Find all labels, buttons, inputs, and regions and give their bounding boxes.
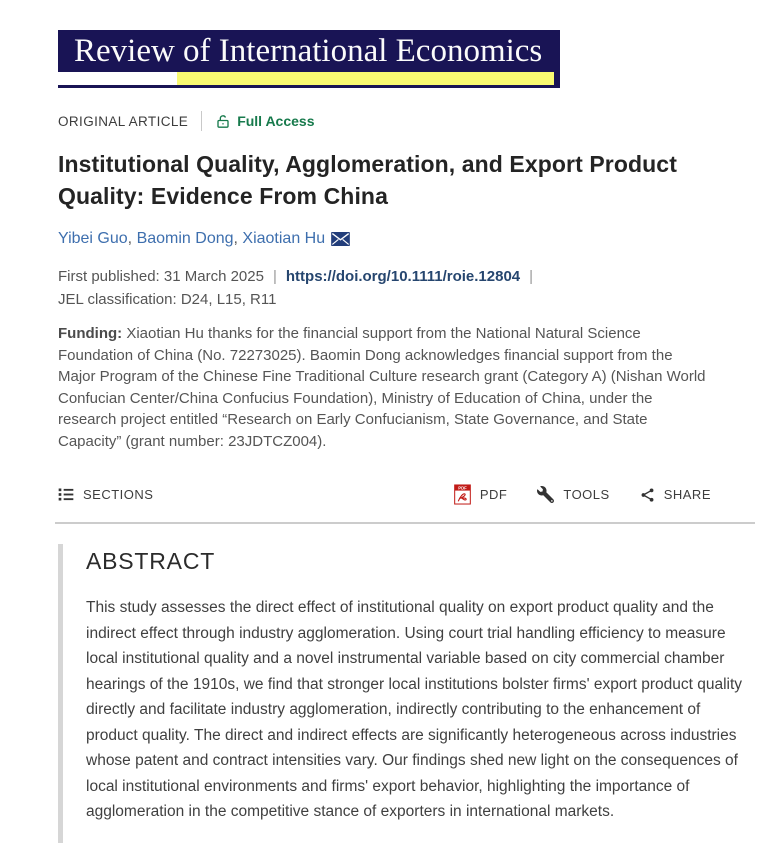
publication-info [58,265,711,311]
first-published-label: First published: [58,268,160,285]
page-title: Institutional Quality, Agglomeration, and Export Product Quality: Evidence From China [58,151,677,209]
abstract-heading: ABSTRACT [86,548,216,574]
sections-label: SECTIONS [83,487,154,502]
jel-codes: D24, L15, R11 [180,291,277,308]
funding-note [58,323,711,452]
jel-label: JEL classification: [58,291,177,308]
funding-text: Xiaotian Hu thanks for the financial support from the National Natural Science Foundation of China (No. 72273025). Baomin Dong acknowledges financial support from the Major Program of the Chinese Fine Traditional Culture research grant (Category A) (Nishan World Confucian Center/China Confucius Foundation), Ministry of Education of China, under the research project entitled “Research on Early Confucianism, State Governance, and State Capacity” (grant number: 23JDTCZ004). [58,325,706,450]
journal-title: Review of International Economics [74,33,543,69]
wrench-icon [537,486,554,503]
banner-strip-yellow [177,72,554,85]
first-published-date: 31 March 2025 [163,268,264,285]
svg-text:PDF: PDF [458,485,467,491]
tools-button[interactable] [537,486,609,503]
author-separator: , [233,230,243,247]
banner-strip-white [58,72,177,85]
journal-banner [58,30,560,88]
meta-divider [201,111,202,131]
article-type-label: ORIGINAL ARTICLE [58,113,189,129]
author-link[interactable]: Xiaotian Hu [242,230,326,247]
article-meta-row [58,111,711,131]
author-list [58,230,711,248]
doi-link[interactable]: https://doi.org/10.1111/roie.12804 [285,268,521,285]
share-icon [640,487,655,503]
banner-strip [58,72,554,85]
pipe-separator: | [529,268,534,285]
author-link[interactable]: Yibei Guo [58,230,128,247]
first-published-line [58,265,711,288]
abstract-text: This study assesses the direct effect of institutional quality on export product quality and the indirect effect through industry agglomeration. Using court trial handling efficiency to measure local institutional quality and a novel instrumental variable based on city commercial chamber hearings of the 1910s, we find that stronger local institutions bolster firms' export product quality directly and facilitate industry agglomeration, indirectly contributing to the enhancement of product quality. The direct and indirect effects are significantly heterogeneous across industries whose patent and contract intensities vary. Our findings shed new light on the consequences of local institutional environments and firms' export behavior, highlighting the importance of agglomeration in the competitive stance of exporters in international markets. [86,599,743,820]
pdf-label: PDF [479,487,508,502]
pipe-separator: | [272,268,277,285]
toolbar-divider [55,522,755,524]
access-badge [215,113,314,130]
sections-button[interactable] [58,487,153,502]
pdf-file-icon [454,484,471,505]
author-separator: , [127,230,137,247]
open-lock-icon [215,113,231,130]
tools-label: TOOLS [563,487,610,502]
share-button[interactable] [640,487,711,503]
share-label: SHARE [663,487,711,502]
abstract-section [58,544,755,843]
author-link[interactable]: Baomin Dong [136,230,234,247]
funding-label: Funding: [58,325,123,342]
article-toolbar [58,484,711,505]
pdf-button[interactable] [454,484,508,505]
jel-line [58,288,711,311]
access-label: Full Access [237,113,315,129]
envelope-icon[interactable] [331,232,350,246]
sections-list-icon [58,487,74,502]
toolbar-right-group [454,484,711,505]
